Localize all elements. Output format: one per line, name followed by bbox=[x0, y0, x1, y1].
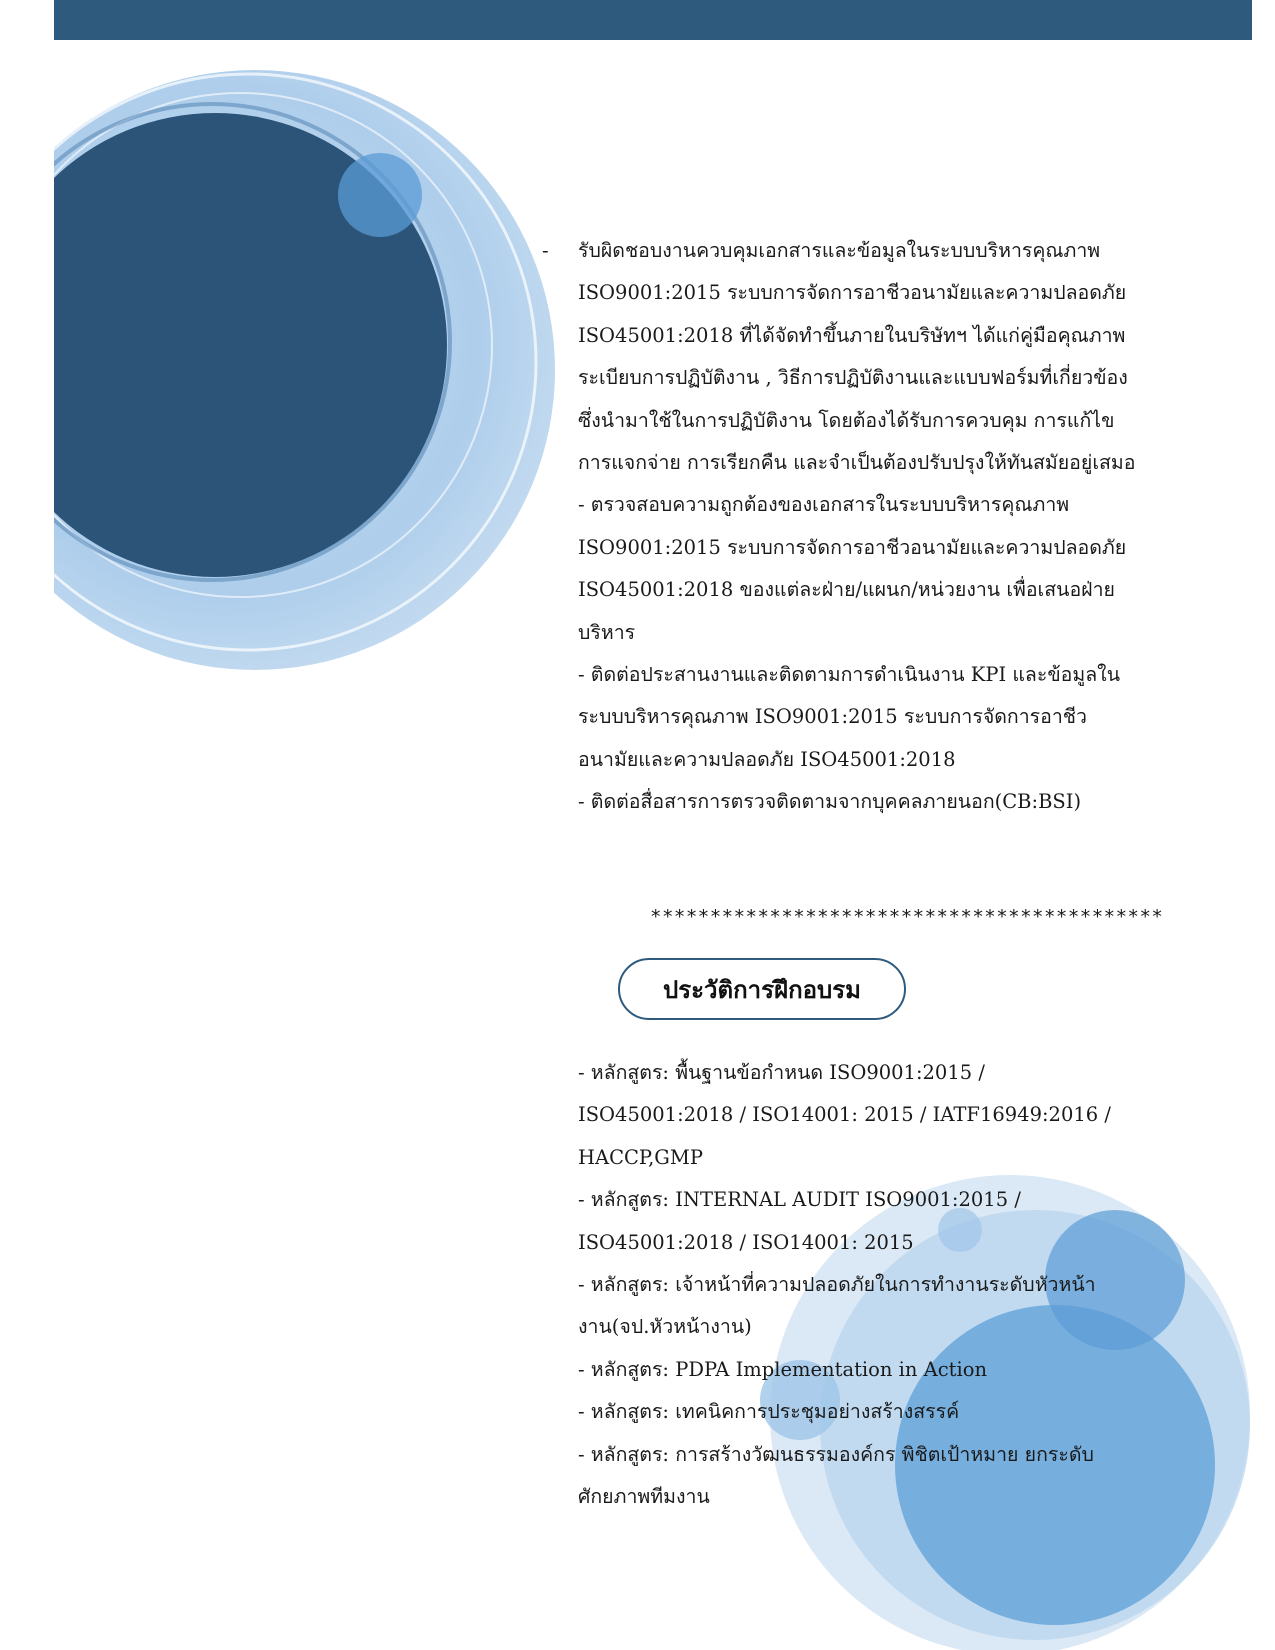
training-item: - หลักสูตร: พื้นฐานข้อกำหนด ISO9001:2015 / ISO45001:2018 / ISO14001: 2015 / IATF16949:2016 / HACCP,GMP bbox=[578, 1061, 1111, 1169]
training-item: - หลักสูตร: เทคนิคการประชุมอย่างสร้างสรรค์ bbox=[578, 1400, 960, 1424]
training-section-title: ประวัติการฝึกอบรม bbox=[618, 958, 906, 1020]
training-item: - หลักสูตร: INTERNAL AUDIT ISO9001:2015 / ISO45001:2018 / ISO14001: 2015 bbox=[578, 1188, 1021, 1254]
training-list bbox=[578, 1052, 1143, 1518]
duty-item: - ติดต่อสื่อสารการตรวจติดตามจากบุคคลภายนอก(CB:BSI) bbox=[578, 790, 1082, 814]
job-duties-list bbox=[578, 230, 1138, 824]
section-separator: ******************************************* bbox=[650, 906, 1164, 928]
decorative-circle-left bbox=[0, 0, 560, 700]
training-item: - หลักสูตร: PDPA Implementation in Action bbox=[578, 1357, 988, 1381]
duty-item: - รับผิดชอบงานควบคุมเอกสารและข้อมูลในระบบบริหารคุณภาพ ISO9001:2015 ระบบการจัดการอาชีวอนามัยและความปลอดภัย ISO45001:2018 ที่ได้จัดทำขึ้นภายในบริษัทฯ ได้แก่คู่มือคุณภาพ ระเบียบการปฏิบัติงาน , วิธีการปฏิบัติงานและแบบฟอร์มที่เกี่ยวข้อง ซึ่งนำมาใช้ในการปฏิบัติงาน โดยต้องได้รับการควบคุม การแก้ไข การแจกจ่าย การเรียกคืน และจำเป็นต้องปรับปรุงให้ทันสมัยอยู่เสมอ bbox=[578, 230, 1138, 484]
training-item: - หลักสูตร: การสร้างวัฒนธรรมองค์กร พิชิตเป้าหมาย ยกระดับศักยภาพทีมงาน bbox=[578, 1442, 1094, 1509]
duty-item: - ตรวจสอบความถูกต้องของเอกสารในระบบบริหารคุณภาพ ISO9001:2015 ระบบการจัดการอาชีวอนามัยและความปลอดภัย ISO45001:2018 ของแต่ละฝ่าย/แผนก/หน่วยงาน เพื่อเสนอฝ่ายบริหาร bbox=[578, 493, 1127, 644]
training-item: - หลักสูตร: เจ้าหน้าที่ความปลอดภัยในการทำงานระดับหัวหน้างาน(จป.หัวหน้างาน) bbox=[578, 1273, 1096, 1339]
duty-item: - ติดต่อประสานงานและติดตามการดำเนินงาน KPI และข้อมูลในระบบบริหารคุณภาพ ISO9001:2015 ระบบการจัดการอาชีวอนามัยและความปลอดภัย ISO45001:2018 bbox=[578, 663, 1121, 771]
